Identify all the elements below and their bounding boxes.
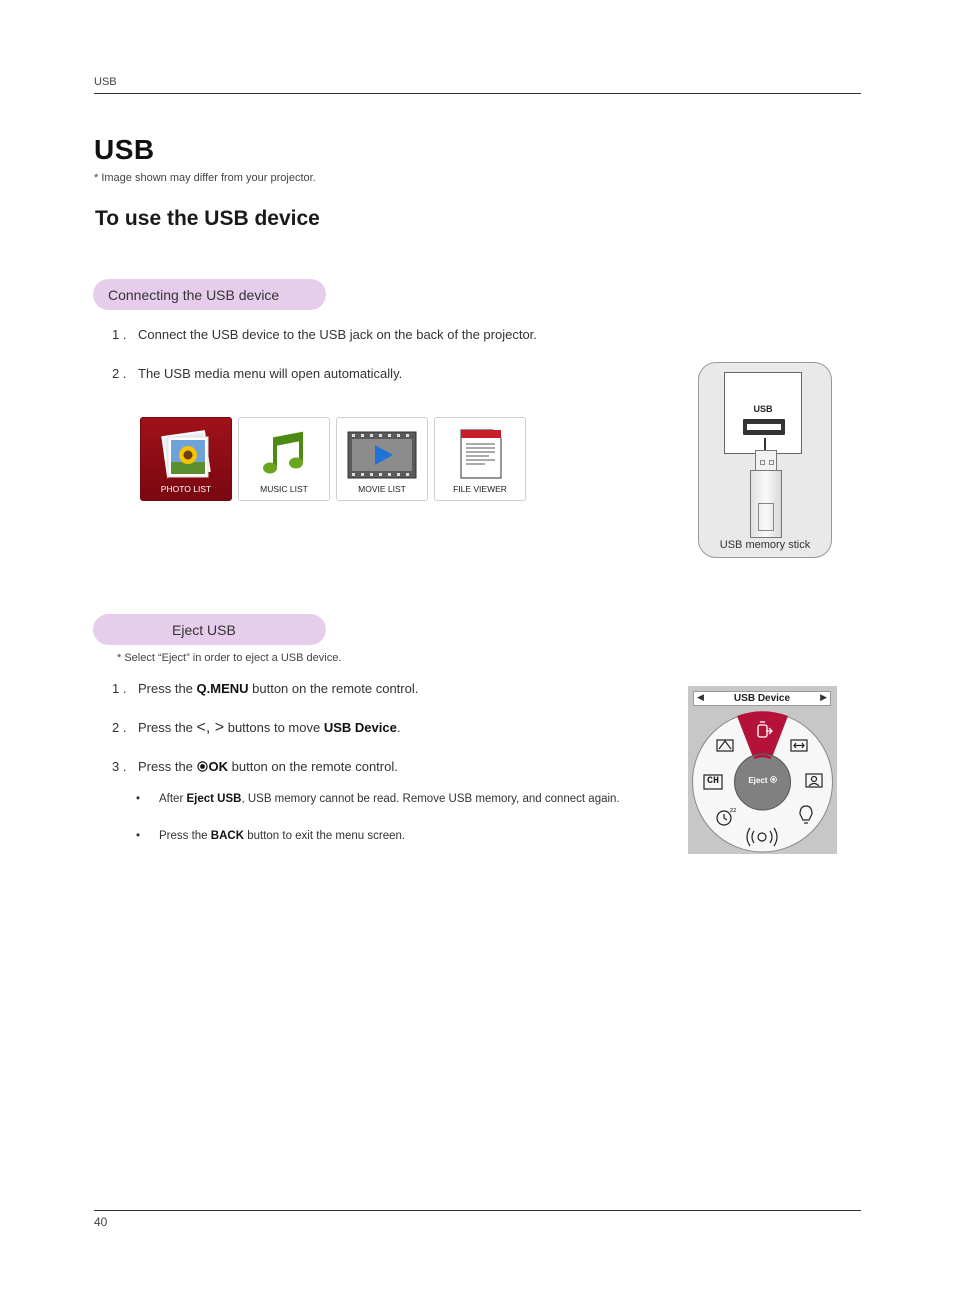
eject-usb-term: Eject USB (186, 793, 242, 805)
tile-label: PHOTO LIST (160, 484, 212, 494)
eject-note: * Select “Eject” in order to eject a USB device. (117, 652, 342, 664)
bullet-text: Press the (159, 830, 211, 842)
running-head: USB (94, 76, 117, 88)
ok-icon (770, 776, 777, 783)
eject-section-label: Eject USB (172, 621, 236, 638)
eject-step-2 (112, 719, 400, 737)
ok-key: OK (208, 759, 229, 774)
usb-illustration (698, 362, 832, 558)
tile-file-viewer[interactable] (434, 417, 526, 501)
tile-photo-list[interactable] (140, 417, 232, 501)
usb-device-item: USB Device (323, 720, 397, 735)
image-note: * Image shown may differ from your projector. (94, 172, 316, 184)
qmenu-title-bar[interactable] (693, 691, 831, 706)
tile-label: MUSIC LIST (260, 484, 308, 494)
step-text: Press the (138, 681, 197, 696)
usb-jack-icon (743, 419, 785, 435)
page-title: USB (94, 134, 155, 165)
qmenu-title: USB Device (733, 693, 791, 704)
eject-bullet-2 (136, 828, 657, 845)
bullet-text: , USB memory cannot be read. Remove USB memory, and connect again. (241, 793, 620, 805)
step-number: 1 . (112, 681, 127, 696)
chevron-right-icon[interactable]: ▶ (820, 692, 827, 702)
step-text: . (396, 720, 401, 735)
header-rule (94, 93, 861, 94)
step-text: button on the remote control. (248, 681, 419, 696)
tile-label: MOVIE LIST (358, 484, 406, 494)
bullet-text: After (159, 793, 187, 805)
step-text: Connect the USB device to the USB jack on the back of the projector. (138, 327, 537, 342)
ok-button-icon (197, 761, 208, 772)
step-text: Press the (138, 759, 197, 774)
tile-music-list[interactable] (238, 417, 330, 501)
eject-bullet-1 (136, 791, 657, 808)
document-icon (459, 428, 503, 480)
bullet-text: button to exit the menu screen. (244, 830, 406, 842)
film-icon (347, 431, 417, 479)
tile-movie-list[interactable] (336, 417, 428, 501)
footer-rule (94, 1210, 861, 1211)
svg-text:zz: zz (730, 807, 737, 814)
bullet-dot: • (136, 830, 141, 842)
eject-step-1 (112, 681, 418, 696)
eject-step-3 (112, 759, 398, 774)
usb-plug-icon (755, 450, 777, 472)
tile-label: FILE VIEWER (453, 484, 507, 494)
qmenu-ch-icon: CH (706, 776, 719, 787)
qmenu-screenshot (688, 686, 837, 854)
usb-jack-panel (724, 372, 802, 454)
chevron-left-icon[interactable]: ◀ (697, 692, 704, 702)
connect-section-pill (93, 279, 326, 310)
connect-step-2 (112, 366, 402, 381)
qmenu-key: Q.MENU (196, 681, 249, 696)
connect-step-1 (112, 327, 537, 342)
usb-jack-label: USB (753, 404, 773, 414)
step-text: The USB media menu will open automatically. (138, 366, 403, 381)
step-text: Press the (138, 720, 197, 735)
usb-stick-body-icon (750, 470, 782, 538)
connect-section-label: Connecting the USB device (108, 286, 280, 303)
step-number: 2 . (112, 366, 127, 381)
arrow-keys: <, > (196, 719, 225, 736)
step-number: 2 . (112, 720, 127, 735)
page-number: 40 (94, 1215, 108, 1229)
bullet-dot: • (136, 793, 141, 805)
step-number: 3 . (112, 759, 127, 774)
qmenu-eject-button[interactable] (737, 776, 788, 785)
usb-caption: USB memory stick (719, 539, 811, 551)
eject-section-pill (93, 614, 326, 645)
section-heading: To use the USB device (95, 207, 320, 230)
step-text: button on the remote control. (228, 759, 398, 774)
music-note-icon (259, 429, 309, 479)
photo-icon (159, 428, 215, 484)
back-key: BACK (210, 830, 245, 842)
step-number: 1 . (112, 327, 127, 342)
step-text: buttons to move (224, 720, 324, 735)
eject-label: Eject (748, 776, 768, 785)
